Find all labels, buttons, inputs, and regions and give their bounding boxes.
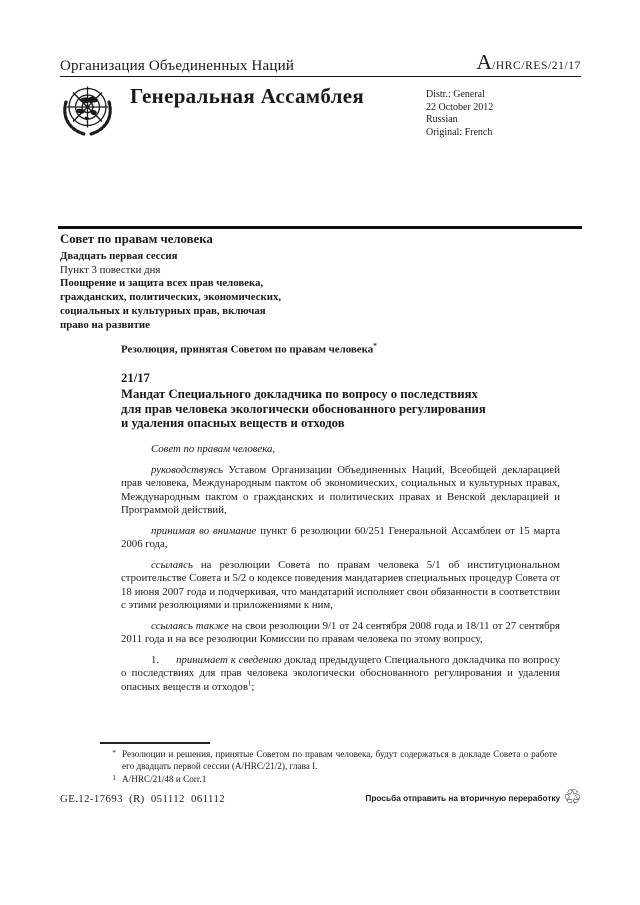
assembly-title: Генеральная Ассамблея <box>130 84 365 108</box>
paragraph <box>121 443 560 457</box>
footnote-text: A/HRC/21/48 и Corr.1 <box>122 773 207 784</box>
text-line: Поощрение и защита всех прав человека, <box>60 277 264 290</box>
agenda-title <box>60 277 345 332</box>
document-id-footer: GE.12-17693 (R) 051112 061112 <box>60 793 226 805</box>
paragraph: руководствуясь Уставом Организации Объединенных Наций, Всеобщей декларацией прав человека, Международным пактом об экономических, социальных и культурных правах, Международным пактом о гражданских и политических правах и Венской декларацией и Программой действий, <box>121 463 560 516</box>
footnote <box>101 748 557 773</box>
paragraph-lead-italic: принимая во внимание <box>151 524 257 537</box>
footnotes <box>101 748 557 785</box>
doc-symbol-rest: /HRC/RES/21/17 <box>492 60 581 72</box>
resolution-heading <box>121 341 377 356</box>
text-line: право на развитие <box>60 318 150 331</box>
paragraph: ссылаясь на резолюции Совета по правам человека 5/1 об институциональном строительстве Совета и 5/2 о кодексе поведения мандатариев специальных процедур Совета от 18 июня 2007 года и подчеркивая, что мандатарий исполняет свои обязанности в соответствии с этими резолюциями и приложениями к ним, <box>121 558 560 611</box>
session-block <box>60 233 345 333</box>
body-paragraphs <box>121 443 560 701</box>
text-line: социальных и культурных прав, включая <box>60 304 266 317</box>
paragraph: ссылаясь также на свои резолюции 9/1 от 24 сентября 2008 года и 18/11 от 27 сентября 2011 года и на все резолюции Комиссии по правам человека по этому вопросу, <box>121 619 560 645</box>
doc-symbol-letter: A <box>476 50 493 74</box>
resolution-number: 21/17 <box>121 371 150 385</box>
un-emblem-icon <box>59 82 116 145</box>
footnote-marker: 1 <box>112 772 116 782</box>
text-line: 22 October 2012 <box>426 101 494 113</box>
text-line: и удаления опасных веществ и отходов <box>121 416 345 431</box>
text-line: гражданских, политических, экономических, <box>60 291 282 304</box>
paragraph-lead-italic: Совет по правам человека, <box>151 443 276 455</box>
text-line: Original: French <box>426 126 493 138</box>
footnote <box>101 773 557 785</box>
paragraph: 1. принимает к сведению доклад предыдущего Специального докладчика по вопросу о последствиях для прав человека экологически обоснованного регулирования и удаления опасных веществ и отходов$^1$; <box>121 653 561 693</box>
paragraph-lead-italic: руководствуясь <box>151 463 223 476</box>
paragraph-lead-italic: ссылаясь <box>151 558 193 571</box>
recycle-icon: ♲ <box>563 785 582 809</box>
resolution-heading-text: Резолюция, принятая Советом по правам человека <box>121 343 374 356</box>
footnote-reference: 1 <box>247 678 252 687</box>
doc-symbol <box>477 50 581 75</box>
distribution-block <box>426 89 493 139</box>
recycle-text: Просьба отправить на вторичную переработку <box>365 792 561 803</box>
text-line: для прав человека экологически обоснованного регулирования <box>121 401 486 416</box>
council-name: Совет по правам человека <box>60 232 213 246</box>
footnote-text: Резолюции и решения, принятые Советом по правам человека, будут содержаться в докладе Совета о работе его двадцать первой сессии (A/HRC/21/2), глава I. <box>122 749 557 772</box>
text-line: Russian <box>426 114 458 126</box>
footnote-asterisk-marker: * <box>373 341 377 350</box>
session-name: Двадцать первая сессия <box>60 249 178 262</box>
org-name: Организация Объединенных Наций <box>60 58 295 74</box>
header-rule <box>60 76 581 77</box>
footnote-rule <box>100 742 210 744</box>
recycle-notice <box>330 787 582 808</box>
paragraph: принимая во внимание пункт 6 резолюции 60/251 Генеральной Ассамблеи от 15 марта 2006 года, <box>121 524 560 550</box>
section-rule <box>58 226 582 229</box>
resolution-title <box>121 387 566 431</box>
footnote-marker: * <box>112 748 116 757</box>
text-line: Мандат Специального докладчика по вопросу о последствиях <box>121 387 478 401</box>
paragraph-lead-italic: ссылаясь также <box>151 619 229 632</box>
paragraph-number: 1. <box>151 653 160 666</box>
paragraph-lead-italic: принимает к сведению <box>176 653 282 666</box>
masthead <box>60 50 581 75</box>
text-line: Distr.: General <box>426 89 485 100</box>
agenda-item: Пункт 3 повестки дня <box>60 263 161 276</box>
